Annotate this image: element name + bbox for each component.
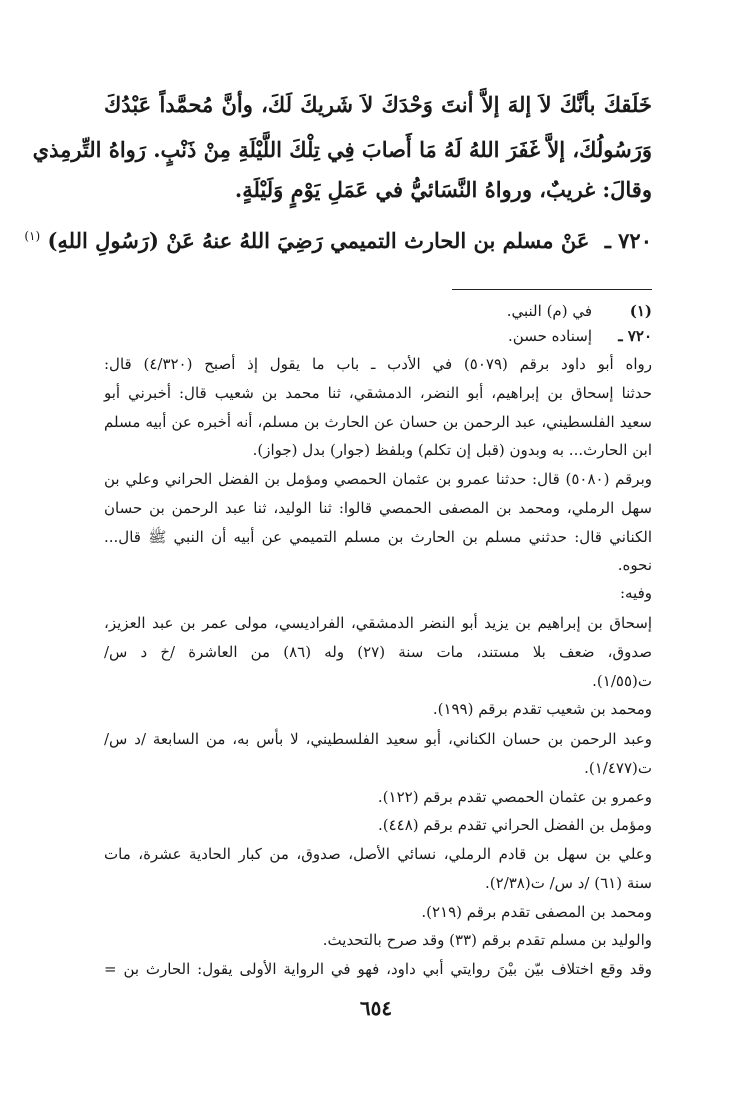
footnote-720-text: إسناده حسن. bbox=[508, 327, 592, 345]
footnote-line: حدثنا إسحاق بن إبراهيم، أبو النضر، الدمشقي، ثنا محمد بن شعيب قال: أخبرني أبو bbox=[104, 384, 652, 402]
footnote-line: إسحاق بن إبراهيم بن يزيد أبو النضر الدمشقي، الفراديسي، مولى عمر بن عبد العزيز، bbox=[104, 614, 652, 632]
footnote-line: وبرقم (٥٠٨٠) قال: حدثنا عمرو بن عثمان الحمصي ومؤمل بن الفضل الحراني وعلي بن bbox=[104, 470, 652, 488]
main-text-line-3: وقالَ: غريبٌ، ورواهُ النَّسَائيُّ في عَمَلِ يَوْمٍ وَلَيْلَةٍ. bbox=[234, 177, 652, 202]
footnote-line: وفيه: bbox=[619, 584, 652, 602]
footnote-line: ت(١/٥٥). bbox=[592, 672, 652, 690]
footnote-line: وعمرو بن عثمان الحمصي تقدم برقم (١٢٢). bbox=[377, 788, 652, 806]
page-number: ٦٥٤ bbox=[359, 996, 393, 1020]
footnote-1-mark: (١) bbox=[629, 302, 652, 320]
footnote-line: وعبد الرحمن بن حسان الكناني، أبو سعيد الفلسطيني، لا بأس به، من السابعة /د س/ bbox=[104, 730, 652, 748]
footnote-line: ومحمد بن المصفى تقدم برقم (٢١٩). bbox=[421, 903, 652, 921]
footnote-line: وعلي بن سهل بن قادم الرملي، نسائي الأصل، صدوق، من كبار الحادية عشرة، مات bbox=[104, 845, 652, 863]
footnote-line: ت(١/٤٧٧). bbox=[584, 759, 652, 777]
footnote-line: ومحمد بن شعيب تقدم برقم (١٩٩). bbox=[432, 700, 652, 718]
hadith-heading bbox=[24, 228, 652, 253]
footnote-separator bbox=[452, 289, 652, 290]
footnote-line: ومؤمل بن الفضل الحراني تقدم برقم (٤٤٨). bbox=[377, 816, 652, 834]
footnote-1-text: في (م) النبي. bbox=[506, 302, 592, 320]
footnote-line: صدوق، ضعف بلا مستند، مات سنة (٢٧) وله (٨٦) من العاشرة /خ د س/ bbox=[104, 643, 652, 661]
footnote-line: الكناني قال: حدثني مسلم بن الحارث بن مسلم التميمي عن أبيه أن النبي ﷺ قال... bbox=[104, 528, 652, 546]
footnote-line: والوليد بن مسلم تقدم برقم (٣٣) وقد صرح بالتحديث. bbox=[322, 931, 652, 949]
hadith-number: ٧٢٠ ـ bbox=[604, 228, 652, 253]
main-text-line-2: وَرَسُولُكَ، إلاَّ غَفَرَ اللهُ لَهُ مَا أَصابَ فِي تِلْكَ اللَّيْلَةِ مِنْ ذَنْبٍ. رَواهُ التِّرمِذي bbox=[32, 137, 652, 162]
main-text-line-1: خَلَقكَ بأنَّكَ لاَ إلهَ إلاَّ أنتَ وَحْدَكَ لاَ شَريكَ لَكَ، وأنَّ مُحمَّداً عَبْدُكَ bbox=[104, 92, 652, 117]
footnote-line: سهل الرملي، ومحمد بن المصفى الحمصي قالوا: ثنا الوليد، ثنا عبد الرحمن بن حسان bbox=[104, 499, 652, 517]
footnote-line: سعيد الفلسطيني، عبد الرحمن بن حسان عن الحارث بن مسلم، أنه أخبره عن أبيه مسلم bbox=[104, 413, 652, 431]
footnote-720-mark: ٧٢٠ ـ bbox=[618, 327, 652, 345]
footnote-line: سنة (٦١) /د س/ ت(٢/٣٨). bbox=[485, 874, 652, 892]
footnote-line: ابن الحارث... به وبدون (قبل إن تكلم) وبلفظ (جوار) بدل (جواز). bbox=[252, 441, 652, 459]
hadith-heading-text: عَنْ مسلم بن الحارث التميمي رَضِيَ اللهُ عنهُ عَنْ (رَسُولِ اللهِ) bbox=[47, 228, 590, 253]
footnote-line: نحوه. bbox=[617, 556, 652, 574]
footnote-ref: (١) bbox=[24, 229, 41, 243]
footnote-line: وقد وقع اختلاف بيّن بيْنَ روايتي أبي داود، فهو في الرواية الأولى يقول: الحارث بن = bbox=[104, 960, 652, 978]
footnote-line: رواه أبو داود برقم (٥٠٧٩) في الأدب ـ باب ما يقول إذ أصبح (٤/٣٢٠) قال: bbox=[104, 355, 652, 373]
